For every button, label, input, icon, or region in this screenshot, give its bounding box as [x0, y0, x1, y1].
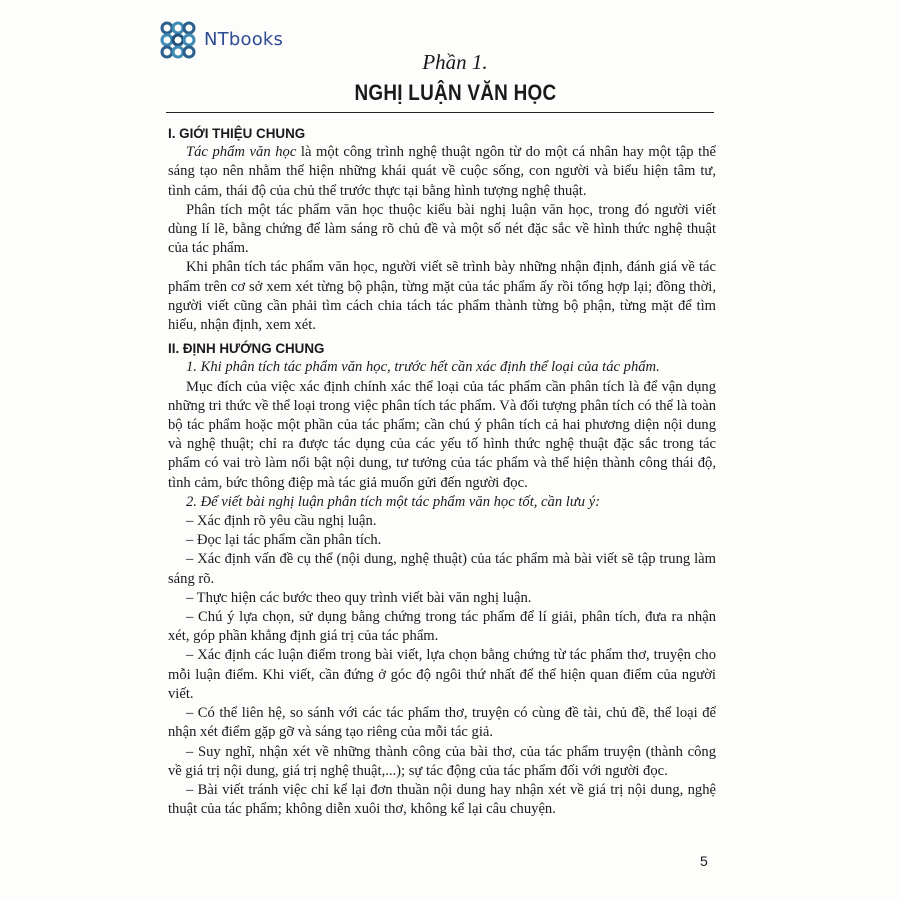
list-item: – Suy nghĩ, nhận xét về những thành công của bài thơ, của tác phẩm truyện (thành công về giá trị nội dung, giá trị nghệ thuật,...); sự tác động của tác phẩm đối với người đọc. — [168, 743, 716, 779]
list-item: – Xác định các luận điểm trong bài viết, lựa chọn bằng chứng từ tác phẩm thơ, truyện cho mỗi luận điểm. Khi viết, cần đứng ở góc độ ngôi thứ nhất để thể hiện quan điểm của người viết. — [168, 647, 716, 702]
section-heading-intro: I. GIỚI THIỆU CHUNG — [168, 126, 306, 141]
title-divider — [166, 112, 714, 113]
page-body — [168, 124, 716, 819]
subheading-genre: 1. Khi phân tích tác phẩm văn học, trước hết cần xác định thể loại của tác phẩm. — [186, 359, 660, 376]
paragraph-method: Khi phân tích tác phẩm văn học, người viết sẽ trình bày những nhận định, đánh giá về tác phẩm trên cơ sở xem xét từng bộ phận, từng mặt của tác phẩm ấy rồi tổng hợp lại; đồng thời, người viết cũng cần phải tìm cách chia tách tác phẩm thành từng bộ phận, từng mặt để tìm hiểu, nhận định, xem xét. — [168, 259, 716, 334]
list-item: – Đọc lại tác phẩm cần phân tích. — [186, 532, 382, 549]
section-heading-orientation: II. ĐỊNH HƯỚNG CHUNG — [168, 341, 325, 357]
part-label — [0, 50, 900, 75]
list-item: – Chú ý lựa chọn, sử dụng bằng chứng trong tác phẩm để lí giải, phân tích, đưa ra nhận xét, góp phần khẳng định giá trị của tác phẩm. — [168, 609, 716, 645]
paragraph-analysis: Phân tích một tác phẩm văn học thuộc kiểu bài nghị luận văn học, trong đó người viết dùng lí lẽ, bằng chứng để làm sáng rõ chủ đề và một số nét đặc sắc về hình thức nghệ thuật của tác phẩm. — [168, 201, 716, 257]
definition-term: Tác phẩm văn học — [186, 144, 297, 161]
list-item: – Có thể liên hệ, so sánh với các tác phẩm thơ, truyện có cùng đề tài, chủ đề, thể loại để nhận xét điểm gặp gỡ và sáng tạo riêng của mỗi tác giả. — [168, 705, 716, 741]
brand-name: NTbooks — [204, 29, 284, 50]
list-item: – Xác định rõ yêu cầu nghị luận. — [186, 513, 377, 530]
paragraph-purpose: Mục đích của việc xác định chính xác thể loại của tác phẩm cần phân tích là để vận dụng những tri thức về thể loại trong việc phân tích tác phẩm. Và đối tượng phân tích có thể là toàn bộ tác phẩm hoặc một phần của tác phẩm; cần chú ý phân tích cả hai phương diện nội dung và nghệ thuật; chỉ ra được tác dụng của các yếu tố hình thức nghệ thuật đặc sắc trong tác phẩm có vai trò làm nổi bật nội dung, tư tưởng của tác phẩm và thể hiện thành công thái độ, tình cảm, bức thông điệp mà tác giả muốn gửi đến người đọc. — [168, 378, 716, 491]
list-item: – Xác định vấn đề cụ thể (nội dung, nghệ thuật) của tác phẩm mà bài viết sẽ tập trung làm sáng rõ. — [168, 551, 716, 587]
chapter-title — [0, 80, 900, 106]
list-item: – Thực hiện các bước theo quy trình viết bài văn nghị luận. — [186, 589, 532, 606]
subheading-notes: 2. Để viết bài nghị luận phân tích một tác phẩm văn học tốt, cần lưu ý: — [186, 493, 601, 510]
page-number: 5 — [700, 853, 708, 869]
part-label-text: Phần 1. — [422, 50, 488, 74]
list-item: – Bài viết tránh việc chỉ kể lại đơn thuần nội dung hay nhận xét về giá trị nội dung, nghệ thuật của tác phẩm; không diễn xuôi thơ, không kể lại câu chuyện. — [168, 781, 716, 818]
chapter-title-text: NGHỊ LUẬN VĂN HỌC — [353, 80, 556, 105]
definition-text: là một công trình nghệ thuật ngôn từ do một cá nhân hay một tập thể sáng tạo nên nhằm thể hiện những khái quát về cuộc sống, con người và biểu hiện tâm tư, tình cảm, thái độ của chủ thể trước thực tại bằng hình tượng nghệ thuật. — [168, 144, 716, 199]
paragraph-definition — [168, 143, 716, 201]
